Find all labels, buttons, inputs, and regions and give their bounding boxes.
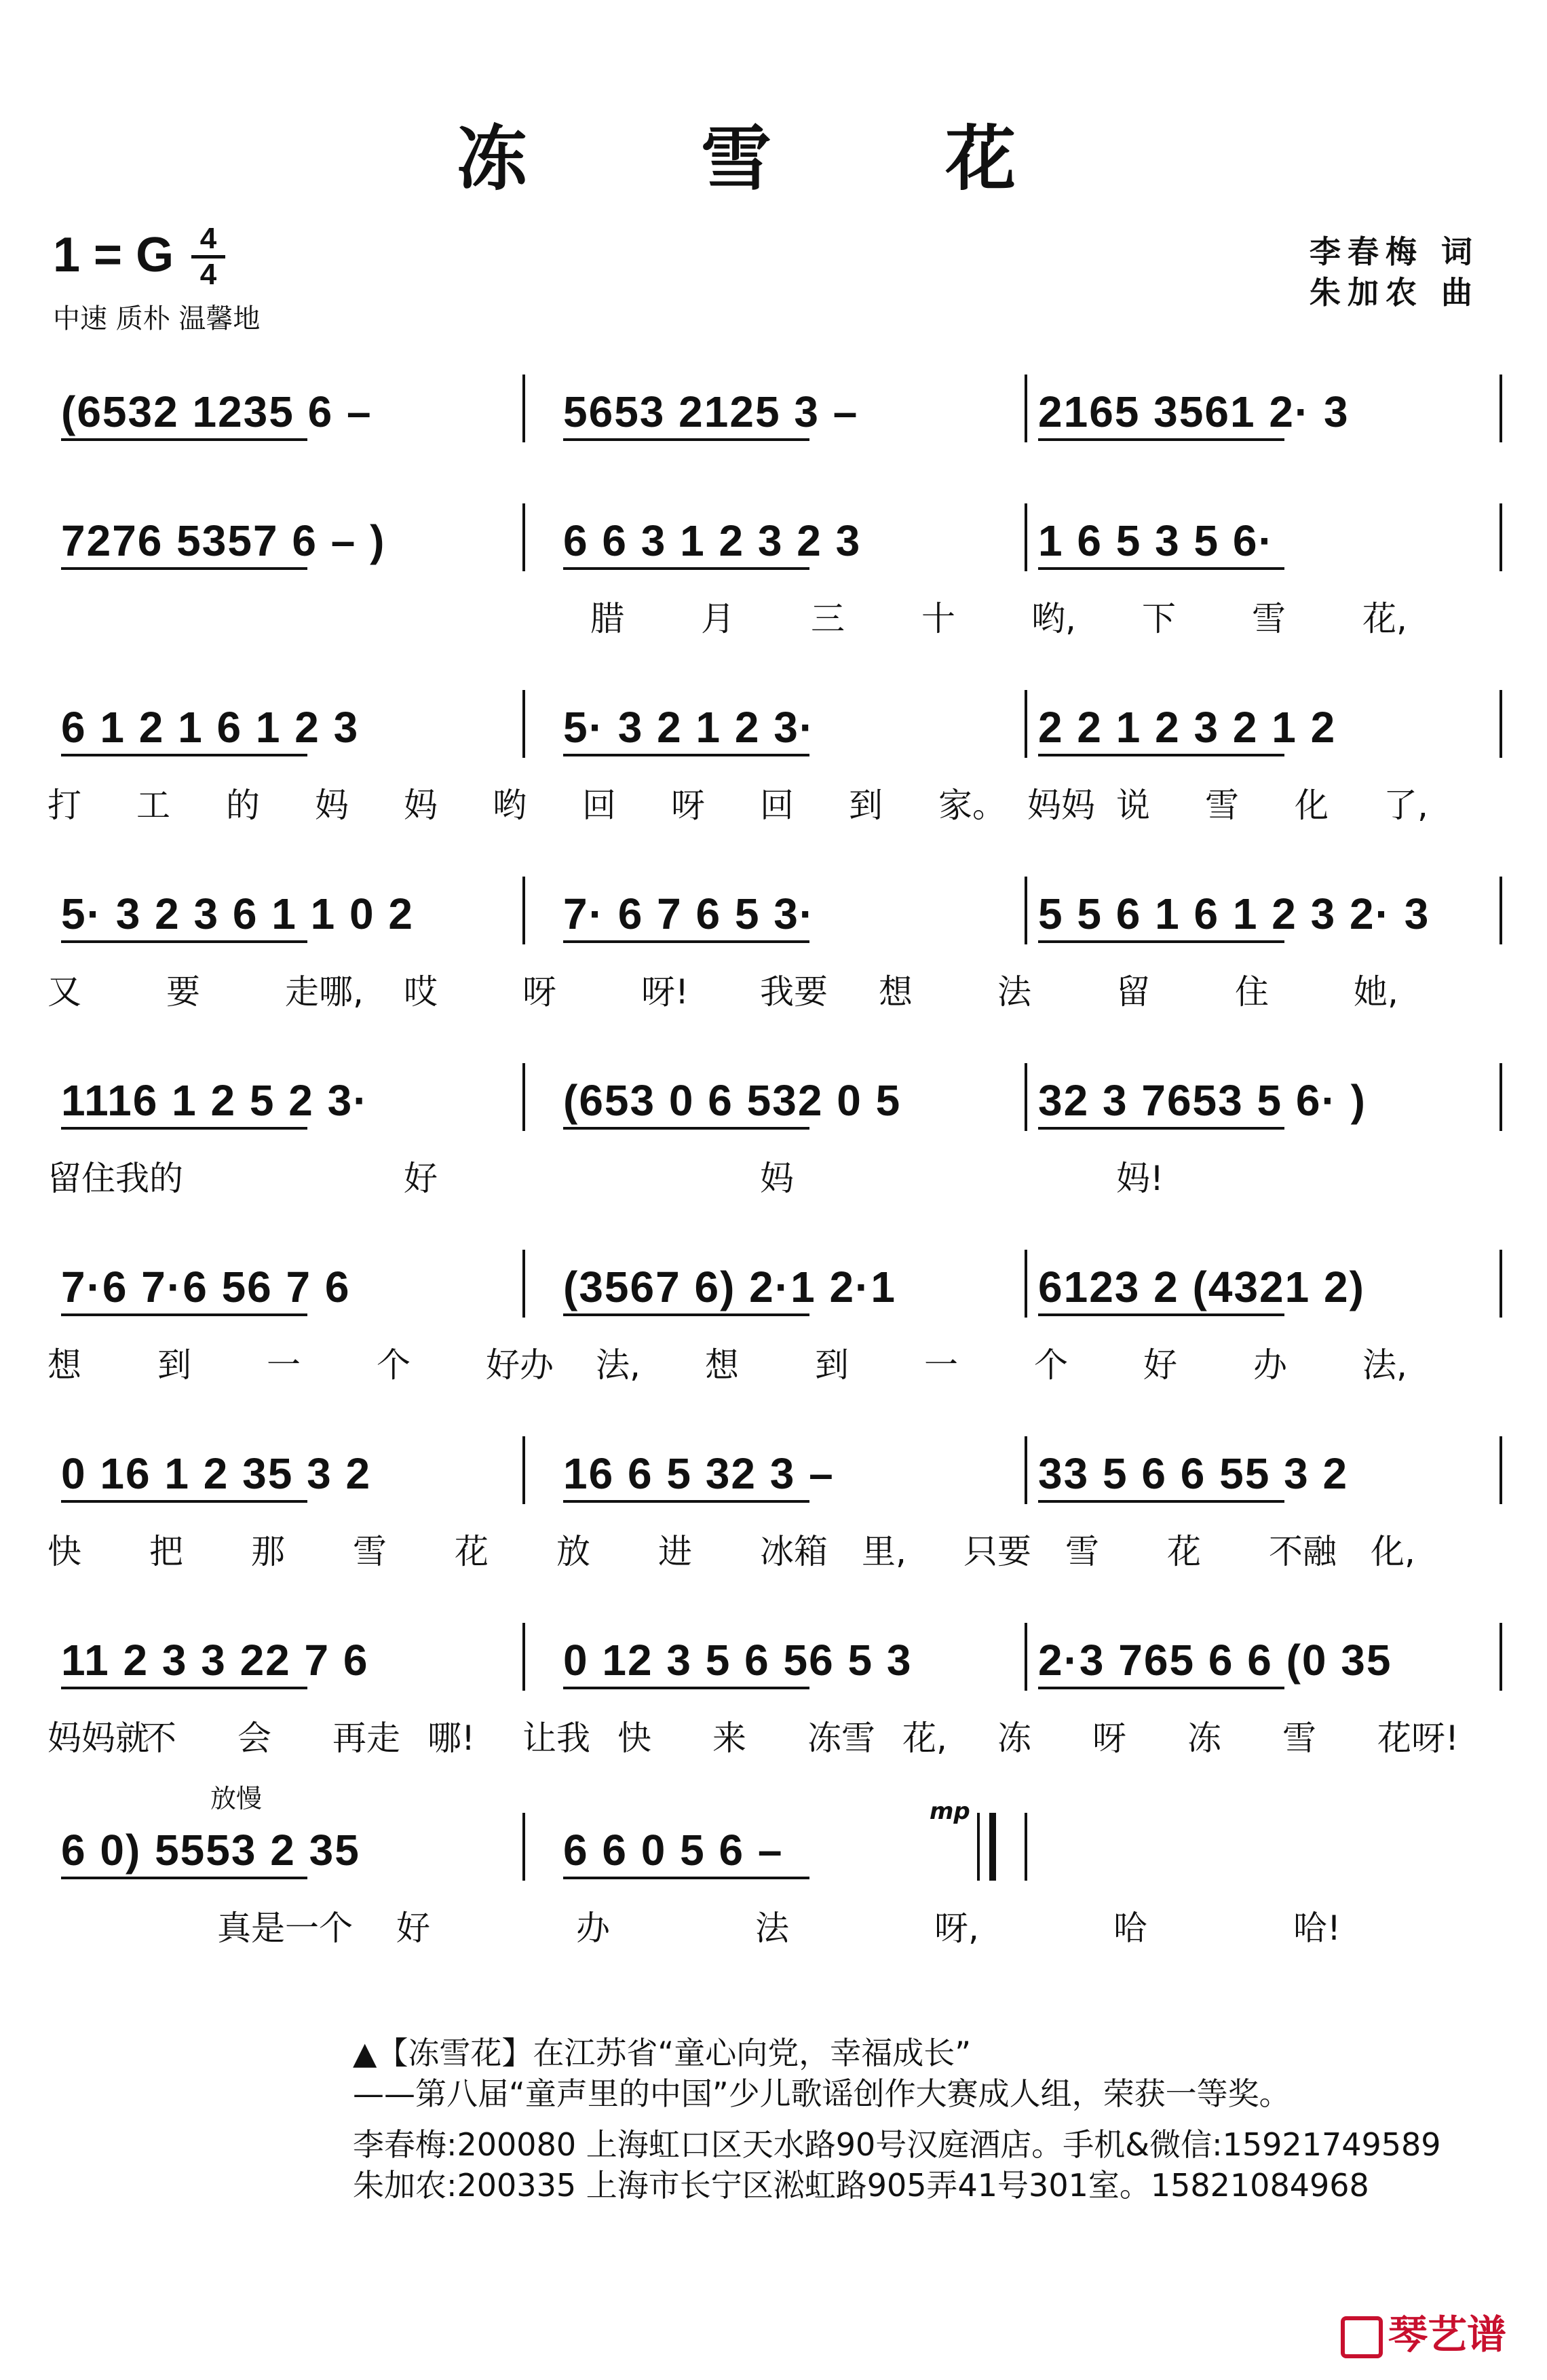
measure-notes: 5653 2125 3 – [563,387,859,436]
notation-row [47,1075,1493,1130]
lyric-syllable: 呀 [671,786,705,825]
meter-bottom: 4 [199,258,217,291]
lyric-syllable: 雪 [1205,786,1239,825]
lyric-syllable: 妈 [404,786,438,825]
lyric-syllable: 十 [921,599,955,638]
measure-notes: (653 0 6 532 0 5 [563,1076,902,1125]
beam-underline [1038,1500,1284,1503]
lyric-syllable: 办 [576,1908,610,1948]
composer-credit: 朱加农 曲 [1309,274,1479,311]
lyric-syllable: 呀 [522,972,556,1012]
barline [1500,1250,1502,1318]
song-title: 冻 雪 花 [456,117,1091,200]
lyric-syllable: 哪! [427,1719,476,1758]
watermark-logo [1341,2303,1506,2360]
lyric-syllable: 好 [396,1908,430,1948]
barline [1500,877,1502,944]
beam-underline [563,1687,809,1689]
measure-notes: 1 6 5 3 5 6· [1038,516,1274,565]
rit-marking: 放慢 [210,1784,263,1813]
barline [1500,690,1502,758]
barline [522,1436,525,1504]
lyric-syllable: 妈! [1116,1159,1164,1198]
measure-notes: 6123 2 (4321 2) [1038,1263,1365,1311]
barline [1025,690,1027,758]
notation-row [47,1262,1493,1316]
barline [1025,1623,1027,1691]
lyric-syllable: 会 [237,1719,271,1758]
lyric-syllable: 法, [596,1345,641,1385]
lyric-syllable: 家。 [938,786,1006,825]
lyric-syllable: 真是一个 [217,1908,353,1948]
lyric-syllable: 哈 [1113,1908,1147,1948]
measure-notes: 5· 3 2 1 2 3· [563,703,816,752]
beam-underline [563,1500,809,1503]
measure-notes: 2165 3561 2· 3 [1038,387,1350,436]
lyric-syllable: 雪 [1065,1532,1099,1571]
lyric-syllable: 花, [902,1719,947,1758]
lyric-syllable: 到 [849,786,883,825]
lyric-syllable: 想 [705,1345,739,1385]
lyric-syllable: 哈! [1293,1908,1341,1948]
beam-underline [61,1313,307,1316]
barline [1025,503,1027,571]
measure-notes: (6532 1235 6 – [61,387,373,436]
lyric-syllable: 妈妈 [1027,786,1095,825]
tempo-marking: 中速 质朴 温馨地 [53,303,261,334]
lyric-syllable: 快 [617,1719,651,1758]
lyric-syllable: 到 [815,1345,849,1385]
measure-notes: 6 6 3 1 2 3 2 3 [563,516,862,565]
beam-underline [61,1877,307,1879]
barline [522,503,525,571]
barline [522,375,525,442]
barline [1025,1436,1027,1504]
lyric-syllable: 哟 [493,786,527,825]
lyric-syllable: 雪 [353,1532,387,1571]
lyric-syllable: 腊 [590,599,624,638]
notation-row [47,702,1493,756]
lyric-syllable: 个 [377,1345,410,1385]
barline [1025,877,1027,944]
notation-row [47,889,1493,943]
key-signature: 1 = G [53,228,174,282]
lyric-syllable: 妈妈就 [47,1719,149,1758]
beam-underline [61,940,307,943]
measure-notes: 0 12 3 5 6 56 5 3 [563,1636,913,1685]
beam-underline [1038,438,1284,441]
lyric-syllable: 呀! [641,972,689,1012]
lyric-syllable: 那 [251,1532,285,1571]
lyric-syllable: 化 [1295,786,1329,825]
barline [1025,1250,1027,1318]
lyricist-credit: 李春梅 词 [1309,233,1479,270]
dynamic-marking: mp [930,1798,970,1825]
lyric-syllable: 打 [47,786,81,825]
lyric-syllable: 了, [1383,786,1428,825]
meter-top: 4 [199,222,217,255]
notation-row [47,1448,1493,1503]
watermark-text: 琴艺谱 [1388,2311,1506,2358]
beam-underline [563,940,809,943]
beam-underline [1038,1313,1284,1316]
lyric-syllable: 法 [997,972,1031,1012]
footer-contact-composer: 朱加农:200335 上海市长宁区淞虹路905弄41号301室。15821084968 [353,2167,1369,2204]
lyric-syllable: 化, [1371,1532,1415,1571]
lyric-syllable: 只要 [963,1532,1031,1571]
beam-underline [61,1500,307,1503]
beam-underline [563,567,809,570]
beam-underline [1038,940,1284,943]
notation-row [47,1635,1493,1689]
lyric-syllable: 冻 [1187,1719,1221,1758]
time-signature [191,224,225,290]
lyric-syllable: 里, [862,1532,906,1571]
lyric-syllable: 好 [1143,1345,1177,1385]
barline [1500,375,1502,442]
beam-underline [61,567,307,570]
logo-icon [1341,2316,1383,2358]
footer-award-line-2: ——第八届“童声里的中国”少儿歌谣创作大赛成人组，荣获一等奖。 [353,2075,1291,2112]
lyric-syllable: 说 [1116,786,1150,825]
barline [1500,503,1502,571]
footer-award-line-1: ▲【冻雪花】在江苏省“童心向党，幸福成长” [353,2035,972,2071]
lyric-syllable: 来 [712,1719,746,1758]
lyric-syllable: 想 [879,972,913,1012]
lyric-syllable: 哟, [1031,599,1076,638]
beam-underline [61,438,307,441]
lyric-syllable: 回 [582,786,616,825]
lyric-syllable: 花, [1362,599,1407,638]
beam-underline [1038,567,1284,570]
beam-underline [61,1687,307,1689]
barline [1025,1063,1027,1131]
measure-notes: 6 1 2 1 6 1 2 3 [61,703,360,752]
final-barline [977,1813,996,1881]
beam-underline [563,1313,809,1316]
beam-underline [563,1127,809,1130]
beam-underline [1038,1127,1284,1130]
barline [522,1813,525,1881]
lyric-syllable: 我要 [760,972,828,1012]
lyric-syllable: 好办 [486,1345,554,1385]
measure-notes: 2 2 1 2 3 2 1 2 [1038,703,1337,752]
lyric-syllable: 不 [142,1719,176,1758]
measure-notes: 7· 6 7 6 5 3· [563,889,816,938]
lyric-syllable: 再走 [332,1719,400,1758]
measure-notes: 0 16 1 2 35 3 2 [61,1449,372,1498]
barline [1500,1623,1502,1691]
barline [1500,1063,1502,1131]
measure-notes: 6 0) 5553 2 35 [61,1826,360,1875]
beam-underline [61,1127,307,1130]
lyric-syllable: 工 [136,786,170,825]
measure-notes: 5 5 6 1 6 1 2 3 2· 3 [1038,889,1430,938]
lyric-syllable: 一 [267,1345,301,1385]
lyric-syllable: 想 [47,1345,81,1385]
lyric-syllable: 个 [1034,1345,1068,1385]
notation-row [47,1825,1493,1879]
barline [1500,1436,1502,1504]
lyric-syllable: 哎 [404,972,438,1012]
lyric-syllable: 到 [157,1345,191,1385]
lyric-syllable: 不融 [1269,1532,1337,1571]
lyric-syllable: 住 [1235,972,1269,1012]
lyric-syllable: 呀 [1092,1719,1126,1758]
lyric-syllable: 一 [924,1345,958,1385]
lyric-syllable: 花 [455,1532,489,1571]
lyric-syllable: 冰箱 [760,1532,828,1571]
lyric-syllable: 走哪, [285,972,364,1012]
lyric-syllable: 放 [556,1532,590,1571]
barline [1025,1813,1027,1881]
beam-underline [1038,754,1284,756]
measure-notes: 6 6 0 5 6 – [563,1826,784,1875]
beam-underline [563,1877,809,1879]
lyric-syllable: 把 [149,1532,183,1571]
beam-underline [61,754,307,756]
lyric-syllable: 妈 [315,786,349,825]
measure-notes: 32 3 7653 5 6· ) [1038,1076,1367,1125]
measure-notes: 16 6 5 32 3 – [563,1449,835,1498]
measure-notes: 7276 5357 6 – ) [61,516,386,565]
measure-notes: 2·3 765 6 6 (0 35 [1038,1636,1392,1685]
footer-contact-lyricist: 李春梅:200080 上海虹口区天水路90号汉庭酒店。手机&微信:15921749589 [353,2126,1441,2163]
lyric-syllable: 留 [1116,972,1150,1012]
lyric-syllable: 三 [811,599,845,638]
lyric-syllable: 妈 [760,1159,794,1198]
beam-underline [563,754,809,756]
lyric-syllable: 雪 [1252,599,1286,638]
lyric-syllable: 下 [1142,599,1176,638]
measure-notes: 1116 1 2 5 2 3· [61,1076,369,1125]
lyric-syllable: 好 [404,1159,438,1198]
measure-notes: (3567 6) 2·1 2·1 [563,1263,896,1311]
notation-row [47,516,1493,570]
measure-notes: 11 2 3 3 22 7 6 [61,1636,369,1685]
lyric-syllable: 呀, [934,1908,979,1948]
lyric-syllable: 月 [701,599,735,638]
lyric-syllable: 法, [1362,1345,1407,1385]
measure-notes: 5· 3 2 3 6 1 1 0 2 [61,889,414,938]
lyric-syllable: 的 [226,786,260,825]
measure-notes: 7·6 7·6 56 7 6 [61,1263,351,1311]
beam-underline [1038,1687,1284,1689]
lyric-syllable: 留住我的 [47,1159,183,1198]
lyric-syllable: 冻 [997,1719,1031,1758]
lyric-syllable: 要 [166,972,200,1012]
barline [522,1063,525,1131]
lyric-syllable: 法 [755,1908,789,1948]
lyric-syllable: 花 [1167,1532,1201,1571]
measure-notes: 33 5 6 6 55 3 2 [1038,1449,1349,1498]
lyric-syllable: 冻雪 [807,1719,875,1758]
lyric-syllable: 花呀! [1377,1719,1459,1758]
lyric-syllable: 回 [760,786,794,825]
lyric-syllable: 办 [1253,1345,1287,1385]
beam-underline [563,438,809,441]
lyric-syllable: 进 [658,1532,692,1571]
lyric-syllable: 她, [1354,972,1398,1012]
lyric-syllable: 又 [47,972,81,1012]
barline [522,877,525,944]
barline [1025,375,1027,442]
lyric-syllable: 让我 [522,1719,590,1758]
barline [522,1250,525,1318]
lyric-syllable: 雪 [1282,1719,1316,1758]
lyric-syllable: 快 [47,1532,81,1571]
notation-row [47,387,1493,441]
barline [522,690,525,758]
barline [522,1623,525,1691]
